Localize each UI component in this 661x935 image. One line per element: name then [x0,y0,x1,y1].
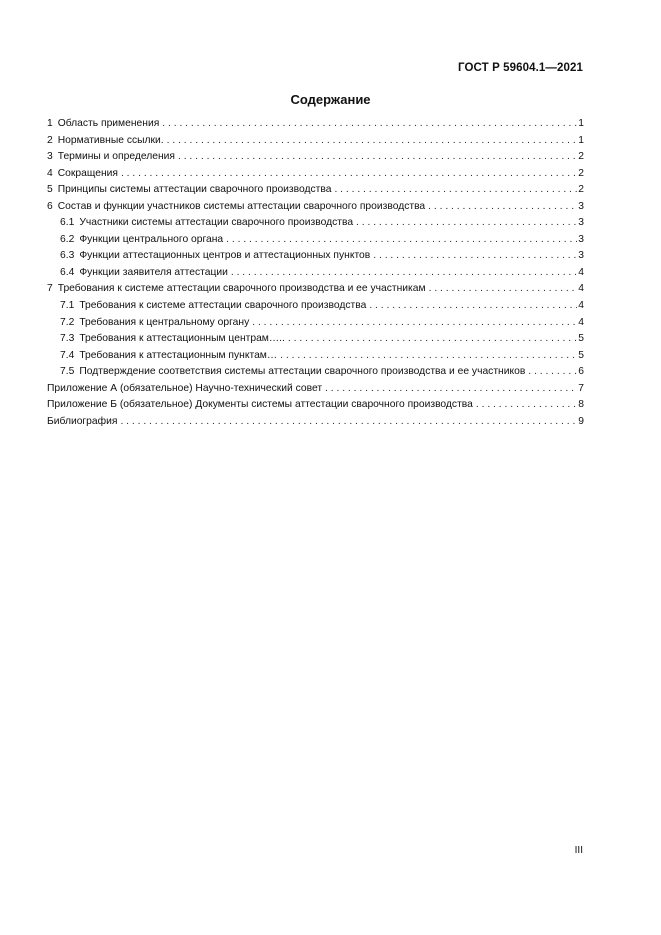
toc-entry-page: 5 [578,333,584,345]
toc-entry-title: Нормативные ссылки. [57,134,164,146]
toc-entry[interactable] [47,364,584,381]
toc-entry-page: 2 [578,151,584,163]
toc-entry-title: Участники системы аттестации сварочного производства [79,217,354,229]
toc-entry-title: Область применения [57,118,160,129]
toc-entry[interactable] [47,199,584,216]
toc-entry[interactable] [47,149,584,166]
toc-entry[interactable] [47,298,584,315]
toc-entry-label [47,381,322,398]
toc-entry-label [47,199,425,216]
dot-leader [369,298,577,315]
page-title: Содержание [290,92,371,107]
toc-entry-page: 6 [578,366,584,378]
toc-entry-page: 3 [578,250,584,262]
dot-leader [334,182,577,199]
toc-entry-number: 6 [47,200,53,212]
toc-entry-title: Подтверждение соответствия системы аттестации сварочного производства и ее участников [79,366,526,378]
toc-entry[interactable] [47,182,584,199]
toc-entry-number: 2 [47,134,53,146]
toc-entry-label [47,182,331,199]
toc-entry-title: Требования к центральному органу [79,316,250,328]
toc-entry[interactable] [47,281,584,298]
dot-leader [178,149,577,166]
toc-entry-page: 2 [578,167,584,179]
toc-entry[interactable] [47,331,584,348]
toc-entry-label [47,166,118,183]
dot-leader [429,281,578,298]
toc-entry-label [47,133,164,150]
toc-entry-title: Сокращения [57,167,118,179]
toc-entry-number: 1 [47,118,53,129]
toc-entry-number: 7.2 [60,316,75,328]
toc-entry-title: Принципы системы аттестации сварочного производства [57,184,332,196]
toc-entry-label [47,414,117,431]
toc-entry-title: Требования к аттестационным пунктам… [79,349,278,361]
toc-entry-label [60,364,525,381]
toc-entry-title: Термины и определения [57,151,175,163]
toc-entry-label [47,281,426,298]
toc-entry-title: Библиография [47,415,118,427]
dot-leader [476,397,577,414]
toc-entry-page: 5 [578,349,584,361]
dot-leader [288,331,577,348]
toc-entry-page: 9 [578,415,584,427]
toc-entry-label [47,149,175,166]
toc-entry-label [60,315,249,332]
toc-entry[interactable] [47,116,584,133]
toc-entry-page: 4 [578,316,584,328]
dot-leader [373,248,577,265]
toc-entry-number: 6.3 [60,250,75,262]
toc-entry-number: 7.5 [60,366,75,378]
toc-entry-title: Приложение А (обязательное) Научно-технический совет [47,382,323,394]
toc-entry-title: Требования к системе аттестации сварочного производства [79,300,367,312]
dot-leader [226,232,577,249]
toc-entry-page: 8 [578,399,584,411]
toc-entry[interactable] [47,248,584,265]
table-of-contents [47,116,584,430]
toc-entry-label [60,331,285,348]
toc-entry[interactable] [47,315,584,332]
toc-entry-title: Функции центрального органа [79,233,224,245]
dot-leader [356,215,577,232]
page-number: III [574,845,583,856]
toc-entry-title: Функции заявителя аттестации [79,266,228,278]
dot-leader [167,133,578,150]
toc-entry[interactable] [47,414,584,431]
dot-leader [528,364,577,381]
toc-entry-label [60,298,366,315]
dot-leader [162,116,577,133]
toc-entry[interactable] [47,265,584,282]
toc-entry[interactable] [47,232,584,249]
dot-leader [120,414,577,431]
toc-entry[interactable] [47,215,584,232]
toc-entry-page: 4 [578,266,584,278]
toc-entry-page: 1 [578,134,584,146]
toc-entry-number: 6.2 [60,233,75,245]
toc-entry-number: 6.4 [60,266,75,278]
toc-entry-title: Приложение Б (обязательное) Документы системы аттестации сварочного производства [47,399,473,411]
toc-entry-label [60,232,223,249]
toc-entry[interactable] [47,166,584,183]
toc-entry[interactable] [47,381,584,398]
toc-entry-number: 3 [47,151,53,163]
dot-leader [121,166,577,183]
dot-leader [325,381,577,398]
toc-entry-page: 3 [578,200,584,212]
document-designation: ГОСТ Р 59604.1—2021 [458,62,583,74]
toc-entry-page: 4 [578,283,584,295]
toc-entry-title: Функции аттестационных центров и аттестационных пунктов [79,250,371,262]
toc-entry-label [47,116,159,133]
toc-entry-page: 3 [578,233,584,245]
toc-entry-number: 7.4 [60,349,75,361]
toc-entry-number: 7.1 [60,300,75,312]
toc-entry[interactable] [47,348,584,365]
toc-entry-title: Требования к аттестационным центрам….. [79,333,285,345]
toc-entry-page: 4 [578,300,584,312]
toc-entry-label [47,397,473,414]
toc-entry-number: 5 [47,184,53,196]
toc-entry-page: 7 [578,382,584,394]
toc-entry-page: 2 [578,184,584,196]
dot-leader [280,348,577,365]
toc-entry-page: 1 [578,118,584,129]
dot-leader [428,199,577,216]
toc-entry-label [60,248,370,265]
toc-entry-number: 7.3 [60,333,75,345]
toc-entry-number: 6.1 [60,217,75,229]
toc-entry-number: 4 [47,167,53,179]
toc-entry-page: 3 [578,217,584,229]
toc-entry-label [60,265,228,282]
toc-entry-title: Состав и функции участников системы аттестации сварочного производства [57,200,426,212]
toc-entry-label [60,215,353,232]
dot-leader [252,315,577,332]
toc-entry[interactable] [47,133,584,150]
toc-entry[interactable] [47,397,584,414]
toc-entry-label [60,348,277,365]
toc-entry-number: 7 [47,283,53,295]
toc-entry-title: Требования к системе аттестации сварочного производства и ее участникам [57,283,426,295]
dot-leader [231,265,577,282]
